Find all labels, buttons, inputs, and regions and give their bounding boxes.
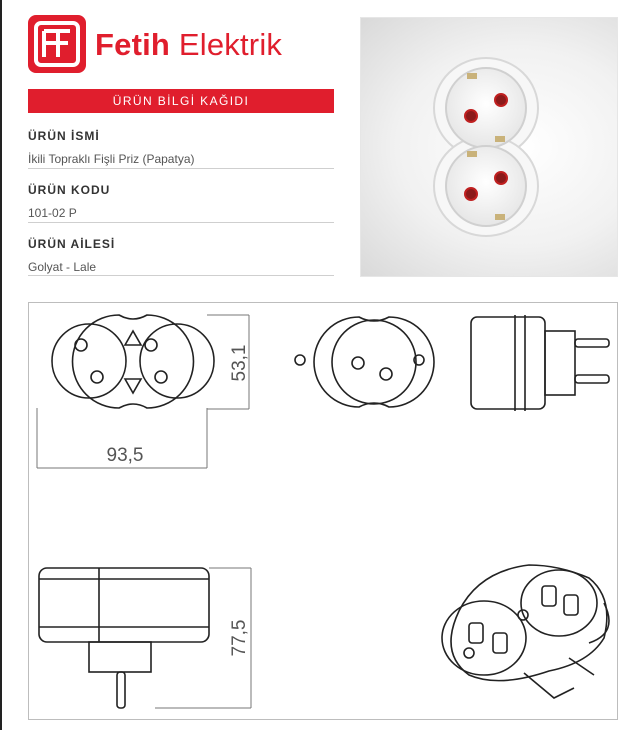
back-view (295, 317, 434, 407)
page-left-edge (0, 0, 2, 730)
field-divider (28, 275, 334, 276)
field-label-product-code: ÜRÜN KODU (28, 183, 111, 197)
brand-name-regular: Elektrik (178, 27, 283, 62)
field-value-product-name: İkili Topraklı Fişli Priz (Papatya) (28, 152, 195, 166)
field-label-product-name: ÜRÜN İSMİ (28, 129, 100, 143)
depth-dimension: 77,5 (229, 619, 250, 657)
brand-name-bold: Fetih (95, 27, 171, 62)
field-divider (28, 222, 334, 223)
field-label-product-family: ÜRÜN AİLESİ (28, 237, 116, 251)
side-view (471, 315, 609, 411)
bottom-view (39, 568, 209, 708)
brand-name (95, 27, 282, 63)
width-dimension: 93,5 (106, 445, 144, 466)
field-value-product-code: 101-02 P (28, 206, 77, 220)
isometric-view (442, 565, 609, 698)
field-divider (28, 168, 334, 169)
front-view (52, 315, 214, 408)
field-value-product-family: Golyat - Lale (28, 260, 97, 274)
product-photo (360, 17, 618, 277)
sheet-title-banner: ÜRÜN BİLGİ KAĞIDI (28, 89, 334, 113)
height-dimension: 53,1 (229, 344, 250, 382)
technical-drawing (28, 302, 618, 720)
logo-icon (28, 15, 86, 73)
